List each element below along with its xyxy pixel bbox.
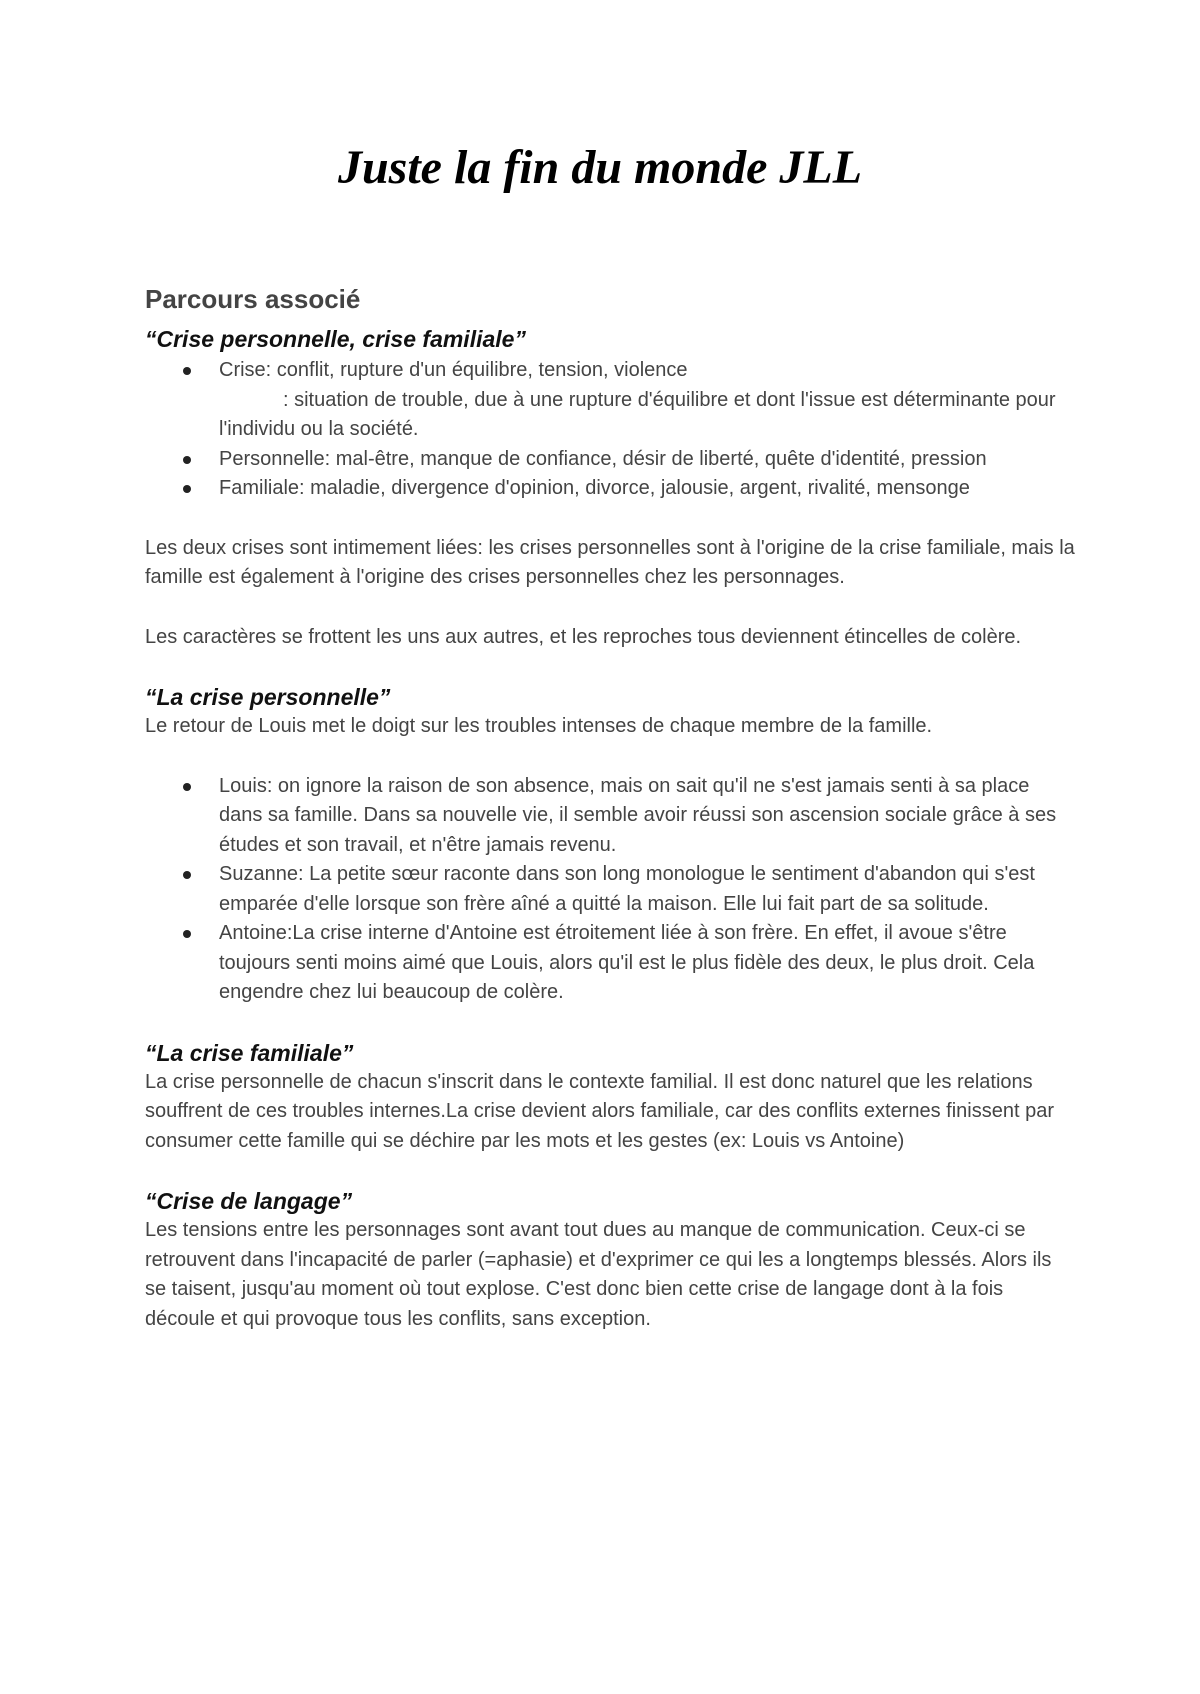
list-item (145, 919, 1075, 1008)
list-item (145, 356, 1075, 445)
characters-list (145, 772, 1075, 1008)
bullet-icon (183, 930, 191, 938)
paragraph: Les tensions entre les personnages sont avant tout dues au manque de communication. Ceux-ci se retrouvent dans l'incapacité de parler (=aphasie) et d'exprimer ce qui les a longtemps blessés. Alors ils se taisent, jusqu'au moment où tout explose. C'est donc bien cette crise de langage dont à la fois découle et qui provoque tous les conflits, sans exception. (145, 1219, 1052, 1330)
section-heading-crise-familiale: “La crise familiale” (145, 1039, 354, 1066)
definitions-list (145, 356, 1075, 504)
bullet-icon (183, 783, 191, 791)
paragraph: Les deux crises sont intimement liées: les crises personnelles sont à l'origine de la crise familiale, mais la famille est également à l'origine des crises personnelles chez les personnages. (145, 536, 1075, 588)
list-item-text: Familiale: maladie, divergence d'opinion, divorce, jalousie, argent, rivalité, mensonge (219, 477, 970, 499)
bullet-icon (183, 367, 191, 375)
section-heading-crise-langage: “Crise de langage” (145, 1188, 353, 1214)
bullet-icon (183, 456, 191, 464)
list-item-text: Suzanne: La petite sœur raconte dans son long monologue le sentiment d'abandon qui s'est emparée d'elle lorsque son frère aîné a quitté la maison. Elle lui fait part de sa solitude. (219, 863, 1035, 915)
section-heading-parcours: Parcours associé (145, 284, 361, 314)
bullet-icon (183, 871, 191, 879)
list-item (145, 445, 1075, 475)
list-item (145, 860, 1075, 919)
section-heading-crise-personnelle: “La crise personnelle” (145, 684, 391, 710)
list-item-text: Louis: on ignore la raison de son absence, mais on sait qu'il ne s'est jamais senti à sa place dans sa famille. Dans sa nouvelle vie, il semble avoir réussi son ascension sociale grâce à ses études et son travail, et n'être jamais revenu. (219, 774, 1057, 856)
paragraph: Les caractères se frottent les uns aux autres, et les reproches tous deviennent étincelles de colère. (145, 625, 1022, 648)
list-item-subtext: : situation de trouble, due à une rupture d'équilibre et dont l'issue est déterminante pour l'individu ou la société. (219, 388, 1056, 440)
document-title: Juste la fin du monde JLL (337, 141, 863, 194)
list-item (145, 474, 1075, 504)
list-item-text: Antoine:La crise interne d'Antoine est étroitement liée à son frère. En effet, il avoue s'être toujours senti moins aimé que Louis, alors qu'il est le plus fidèle des deux, le plus droit. Cela engendre chez lui beaucoup de colère. (219, 922, 1035, 1003)
subheading-crise-personnelle-familiale: “Crise personnelle, crise familiale” (145, 326, 526, 352)
list-item-text: Personnelle: mal-être, manque de confiance, désir de liberté, quête d'identité, pression (219, 447, 987, 470)
list-item (145, 772, 1075, 861)
paragraph: La crise personnelle de chacun s'inscrit dans le contexte familial. Il est donc naturel que les relations souffrent de ces troubles internes.La crise devient alors familiale, car des conflits externes finissent par consumer cette famille qui se déchire par les mots et les gestes (ex: Louis vs Antoine) (145, 1070, 1054, 1152)
paragraph: Le retour de Louis met le doigt sur les troubles intenses de chaque membre de la famille. (145, 715, 933, 737)
bullet-icon (183, 485, 191, 493)
list-item-text: Crise: conflit, rupture d'un équilibre, tension, violence (219, 359, 688, 381)
document-body (145, 282, 1075, 1334)
